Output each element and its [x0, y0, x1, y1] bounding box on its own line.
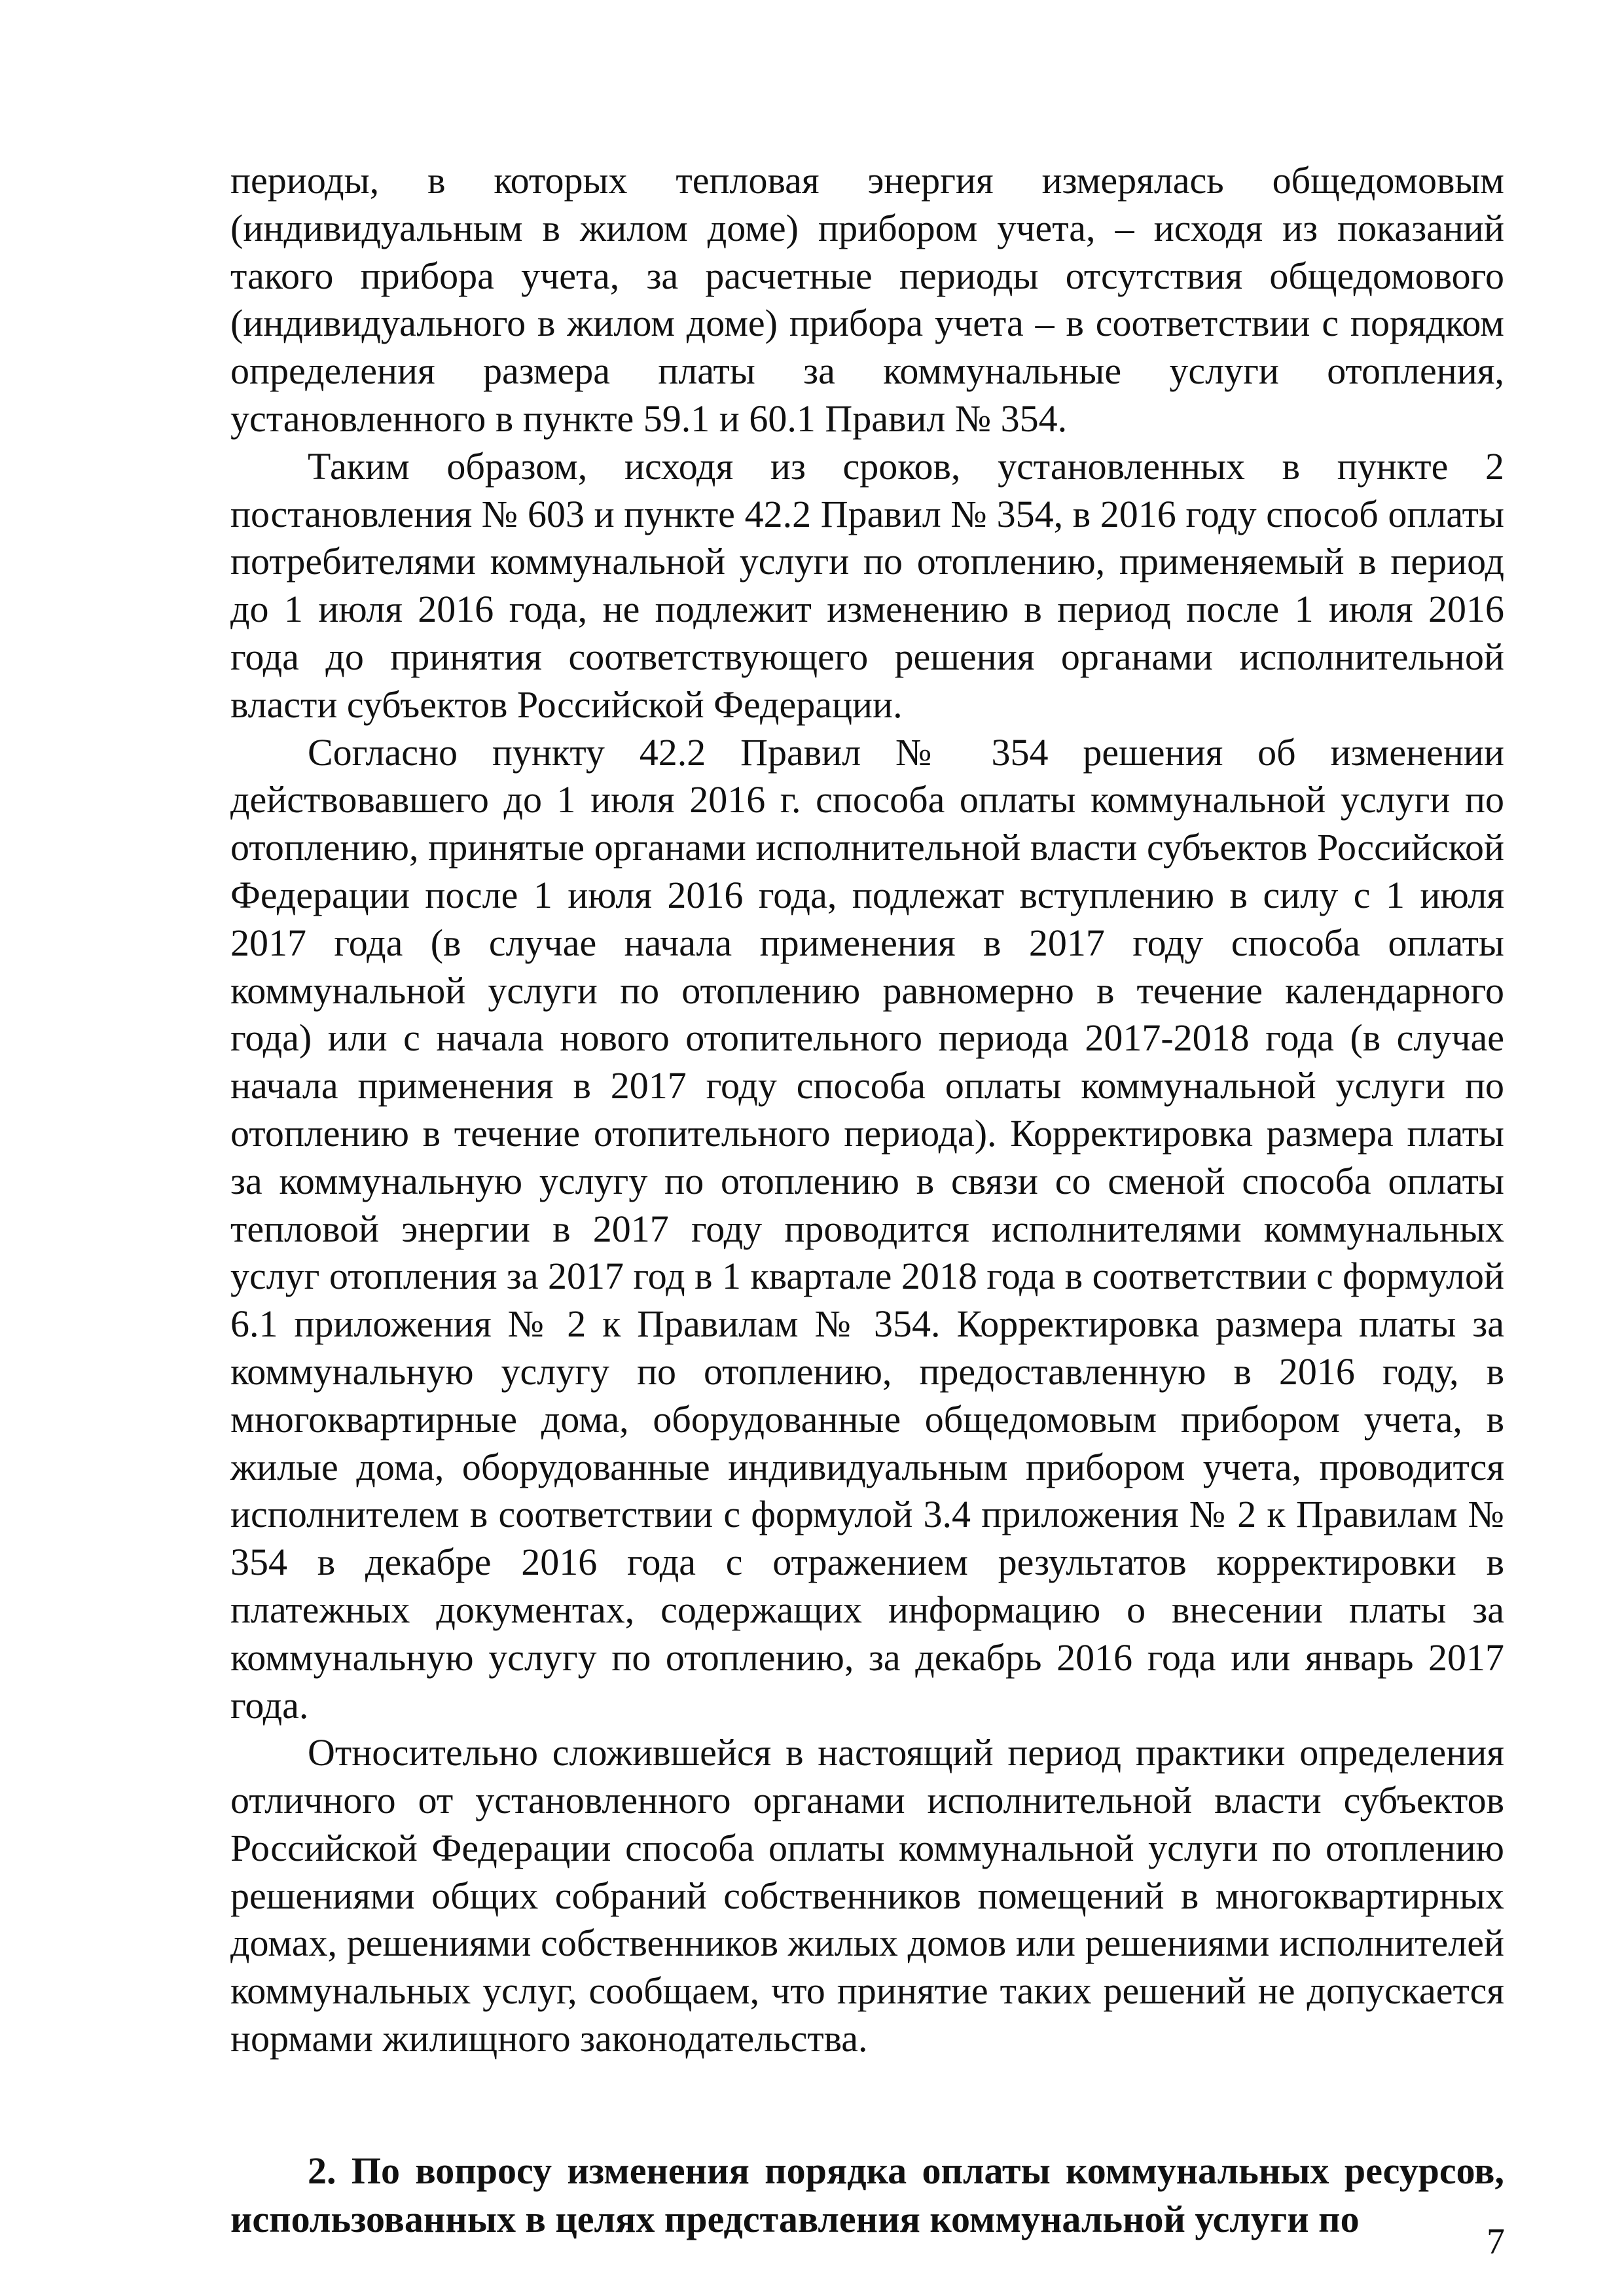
section-heading: 2. По вопросу изменения порядка оплаты коммунальных ресурсов, использованных в целях представления коммунальной услуги по [230, 2149, 1504, 2240]
paragraph-rule-42-2: Согласно пункту 42.2 Правил № 354 решения об изменении действовавшего до 1 июля 2016 г. способа оплаты коммунальной услуги по отоплению, принятые органами исполнительной власти субъектов Российской Федерации после 1 июля 2016 года, подлежат вступлению в силу с 1 июля 2017 года (в случае начала применения в 2017 году способа оплаты коммунальной услуги по отоплению равномерно в течение календарного года) или с начала нового отопительного периода 2017-2018 года (в случае начала применения в 2017 году способа оплаты коммунальной услуги по отоплению в течение отопительного периода). Корректировка размера платы за коммунальную услугу по отоплению в связи со сменой способа оплаты тепловой энергии в 2017 году проводится исполнителями коммунальных услуг отопления за 2017 год в 1 квартале 2018 года в соответствии с формулой 6.1 приложения № 2 к Правилам № 354. Корректировка размера платы за коммунальную услугу по отоплению, предоставленную в 2016 году, в многоквартирные дома, оборудованные общедомовым прибором учета, в жилые дома, оборудованные индивидуальным прибором учета, проводится исполнителем в соответствии с формулой 3.4 приложения № 2 к Правилам № 354 в декабре 2016 года с отражением результатов корректировки в платежных документах, содержащих информацию о внесении платы за коммунальную услугу по отоплению, за декабрь 2016 года или январь 2017 года. [230, 730, 1504, 1727]
body-text [230, 157, 1504, 2244]
paragraph-payment-method: Таким образом, исходя из сроков, установленных в пункте 2 постановления № 603 и пункте 42.2 Правил № 354, в 2016 году способ оплаты потребителями коммунальной услуги по отоплению, применяемый в период до 1 июля 2016 года, не подлежит изменению в период после 1 июля 2016 года до принятия соответствующего решения органами исполнительной власти субъектов Российской Федерации. [230, 444, 1504, 726]
page-number: 7 [1487, 2221, 1505, 2262]
paragraph-continuation: периоды, в которых тепловая энергия измерялась общедомовым (индивидуальным в жилом доме) прибором учета, – исходя из показаний такого прибора учета, за расчетные периоды отсутствия общедомового (индивидуального в жилом доме) прибора учета – в соответствии с порядком определения размера платы за коммунальные услуги отопления, установленного в пункте 59.1 и 60.1 Правил № 354. [230, 159, 1504, 440]
paragraph-practice: Относительно сложившейся в настоящий период практики определения отличного от установленного органами исполнительной власти субъектов Российской Федерации способа оплаты коммунальной услуги по отоплению решениями общих собраний собственников помещений в многоквартирных домах, решениями собственников жилых домов или решениями исполнителей коммунальных услуг, сообщаем, что принятие таких решений не допускается нормами жилищного законодательства. [230, 1731, 1504, 2060]
